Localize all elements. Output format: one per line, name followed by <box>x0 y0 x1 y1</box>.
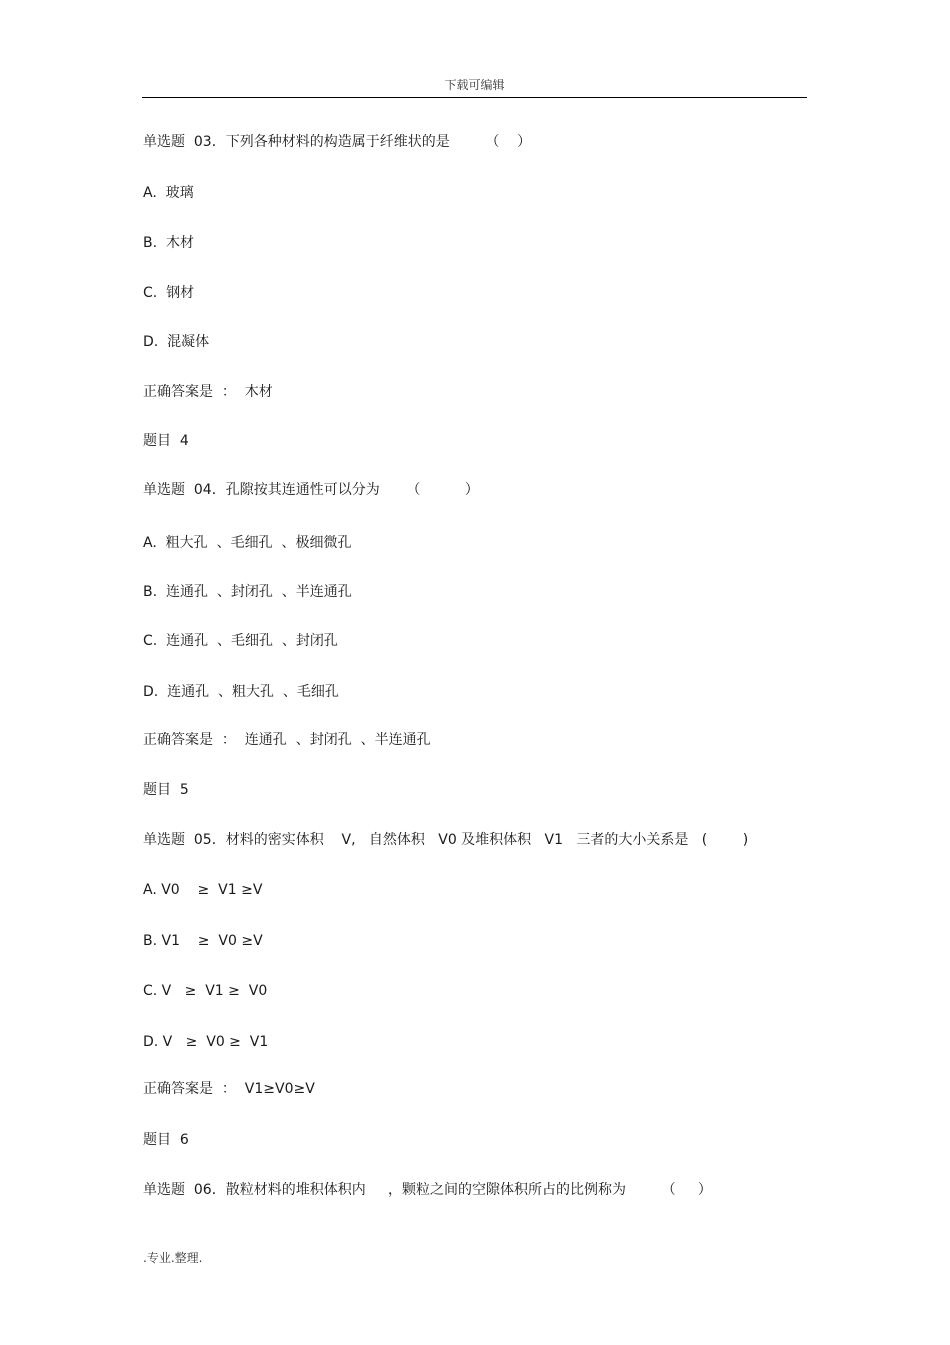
question-6-heading: 题目 6 <box>143 1132 189 1148</box>
header-divider <box>142 97 807 98</box>
q05-option-d: D. V ≥ V0 ≥ V1 <box>143 1034 269 1050</box>
question-04-stem: 单选题 04．孔隙按其连通性可以分为 （ ） <box>143 482 479 498</box>
question-05-stem: 单选题 05．材料的密实体积 V, 自然体积 V0 及堆积体积 V1 三者的大小关系是 ( ) <box>143 832 749 848</box>
q03-option-c: C. 钢材 <box>143 285 195 301</box>
q03-correct-answer: 正确答案是 ： 木材 <box>143 384 273 400</box>
q05-correct-answer: 正确答案是 ： V1≥V0≥V <box>143 1081 315 1097</box>
q04-option-c: C. 连通孔 、毛细孔 、封闭孔 <box>143 633 338 649</box>
q04-correct-answer: 正确答案是 ： 连通孔 、封闭孔 、半连通孔 <box>143 732 431 748</box>
question-5-heading: 题目 5 <box>143 782 189 798</box>
q04-option-a: A. 粗大孔 、毛细孔 、极细微孔 <box>143 535 352 551</box>
page-footer: .专业.整理. <box>143 1251 203 1265</box>
q03-option-b: B. 木材 <box>143 235 194 251</box>
q03-option-a: A. 玻璃 <box>143 185 194 201</box>
page-header-title: 下载可编辑 <box>444 78 505 92</box>
question-06-stem: 单选题 06．散粒材料的堆积体积内 ，颗粒之间的空隙体积所占的比例称为 （ ） <box>143 1182 712 1198</box>
q04-option-b: B. 连通孔 、封闭孔 、半连通孔 <box>143 584 352 600</box>
q05-option-c: C. V ≥ V1 ≥ V0 <box>143 983 268 999</box>
q04-option-d: D. 连通孔 、粗大孔 、毛细孔 <box>143 684 339 700</box>
q03-option-d: D. 混凝体 <box>143 334 210 350</box>
question-03-stem: 单选题 03．下列各种材料的构造属于纤维状的是 （ ） <box>143 134 532 150</box>
q05-option-b: B. V1 ≥ V0 ≥V <box>143 933 263 949</box>
question-4-heading: 题目 4 <box>143 433 189 449</box>
q05-option-a: A. V0 ≥ V1 ≥V <box>143 882 263 898</box>
